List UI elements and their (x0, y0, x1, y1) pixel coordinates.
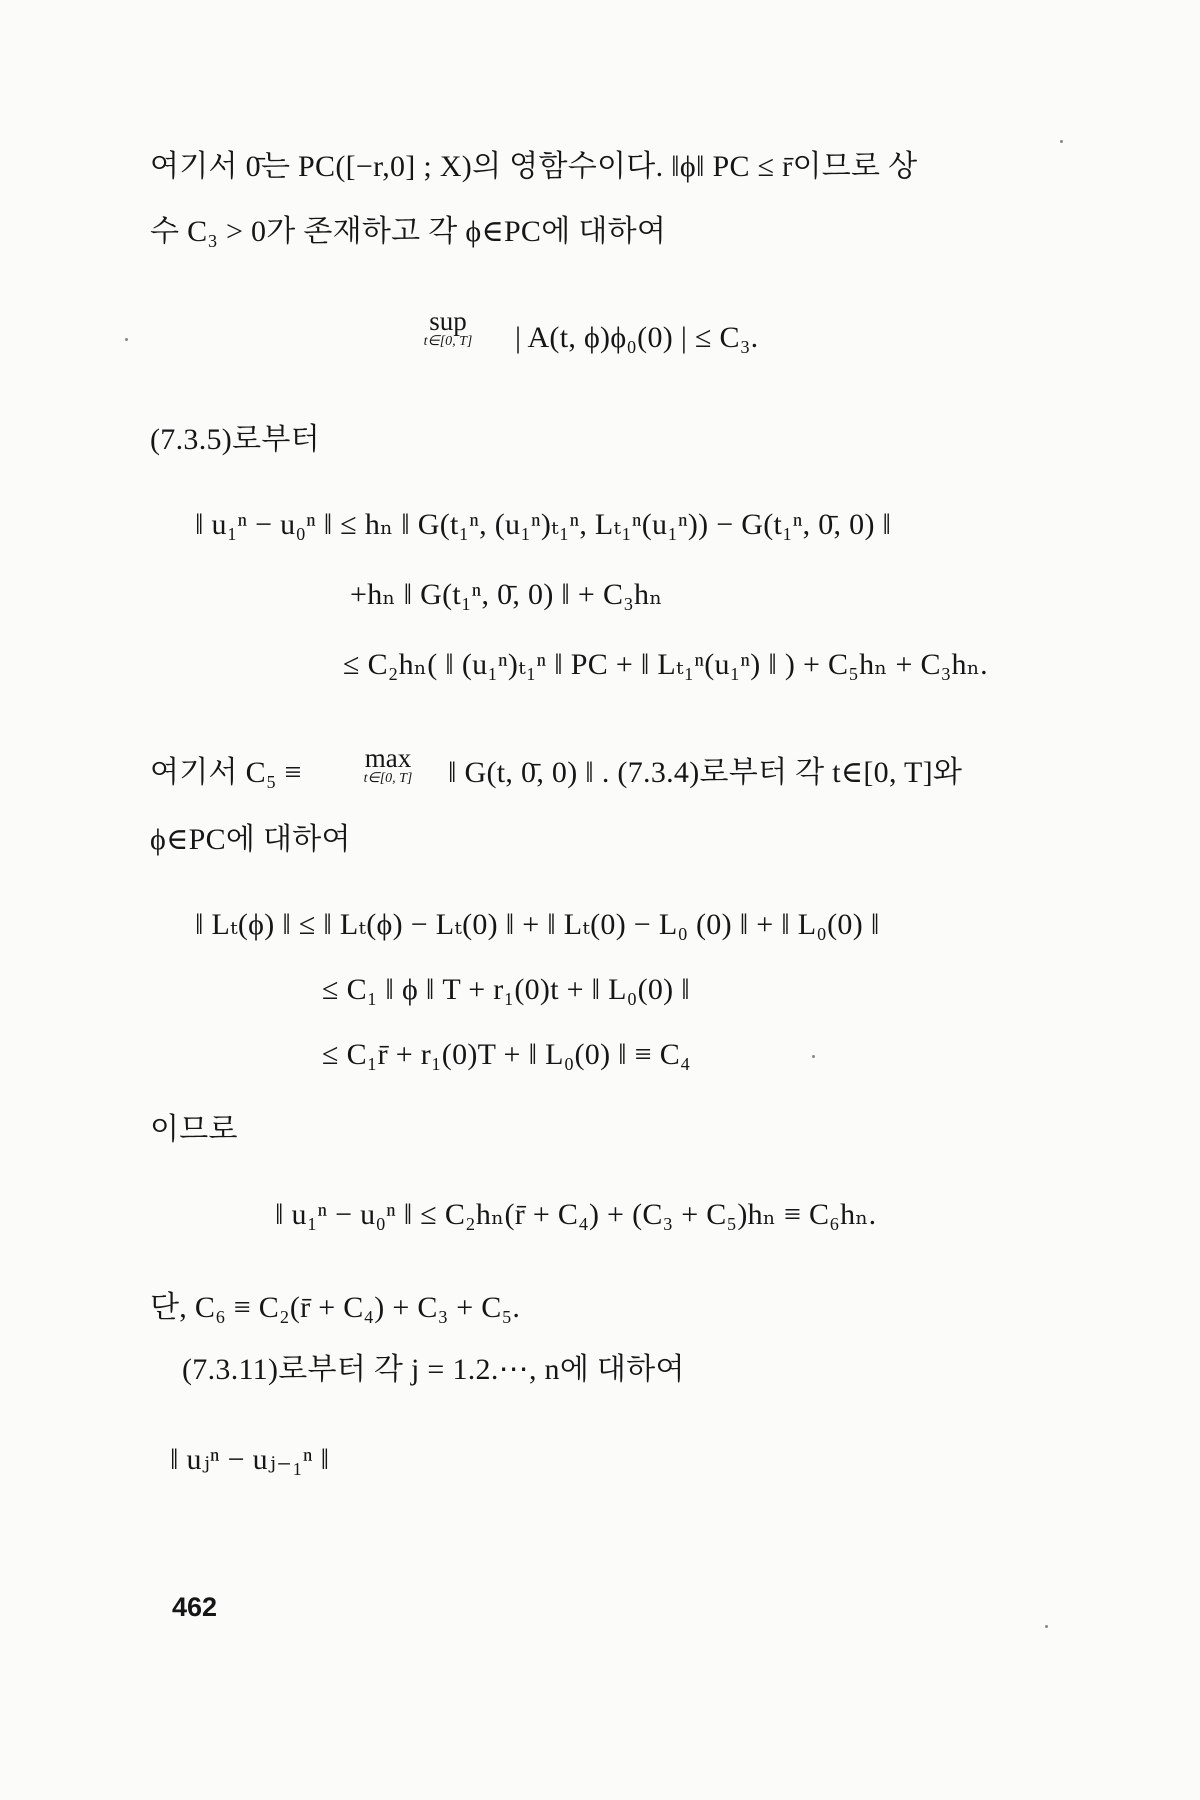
text-line: ‖ G(t, 0̄, 0) ‖ . (7.3.4)로부터 각 t∈[0, T]와 (448, 756, 963, 789)
equation: ‖ u₁ⁿ − u₀ⁿ ‖ ≤ hₙ ‖ G(t₁ⁿ, (u₁ⁿ)ₜ₁ⁿ, Lₜ₁ⁿ(u₁ⁿ)) − G(t₁ⁿ, 0̄, 0) ‖ (195, 508, 892, 541)
scan-speck (1045, 1625, 1048, 1628)
text-line: (7.3.11)로부터 각 j = 1.2.⋯, n에 대하여 (182, 1353, 685, 1386)
sup-operator-name: sup (429, 306, 467, 336)
equation: ‖ u₁ⁿ − u₀ⁿ ‖ ≤ C₂hₙ(r̄ + C₄) + (C₃ + C₅)hₙ ≡ C₆hₙ. (275, 1198, 877, 1231)
max-operator (348, 745, 428, 787)
equation: ‖ Lₜ(ϕ) ‖ ≤ ‖ Lₜ(ϕ) − Lₜ(0) ‖ + ‖ Lₜ(0) − L₀ (0) ‖ + ‖ L₀(0) ‖ (195, 908, 880, 941)
text-line: 이므로 (150, 1113, 238, 1146)
text-line: 여기서 C₅ ≡ (150, 756, 302, 789)
max-operator-name: max (364, 743, 412, 773)
scan-speck (812, 1055, 815, 1058)
equation: +hₙ ‖ G(t₁ⁿ, 0̄, 0) ‖ + C₃hₙ (350, 578, 663, 611)
text-line: 단, C₆ ≡ C₂(r̄ + C₄) + C₃ + C₅. (150, 1291, 521, 1324)
text-line: 수 C₃ > 0가 존재하고 각 ϕ∈PC에 대하여 (150, 215, 667, 248)
equation: ≤ C₂hₙ( ‖ (u₁ⁿ)ₜ₁ⁿ ‖ PC + ‖ Lₜ₁ⁿ(u₁ⁿ) ‖ ) + C₅hₙ + C₃hₙ. (343, 648, 988, 681)
equation: ≤ C₁ ‖ ϕ ‖ T + r₁(0)t + ‖ L₀(0) ‖ (322, 973, 690, 1006)
text-line: 여기서 0̄는 PC([−r,0] ; X)의 영함수이다. ‖ϕ‖ PC ≤ r̄이므로 상 (150, 150, 918, 183)
equation: | A(t, ϕ)ϕ₀(0) | ≤ C₃. (515, 321, 759, 354)
scan-speck (1060, 140, 1063, 143)
sup-operator (408, 308, 488, 350)
text-line: (7.3.5)로부터 (150, 423, 320, 456)
equation: ≤ C₁r̄ + r₁(0)T + ‖ L₀(0) ‖ ≡ C₄ (322, 1038, 691, 1071)
max-operator-subscript: t∈[0, T] (363, 771, 413, 786)
sup-operator-subscript: t∈[0, T] (423, 334, 473, 349)
text-line: ϕ∈PC에 대하여 (150, 823, 351, 856)
page-number: 462 (172, 1592, 218, 1622)
scan-speck (125, 338, 128, 341)
equation: ‖ uⱼⁿ − uⱼ₋₁ⁿ ‖ (170, 1443, 330, 1476)
